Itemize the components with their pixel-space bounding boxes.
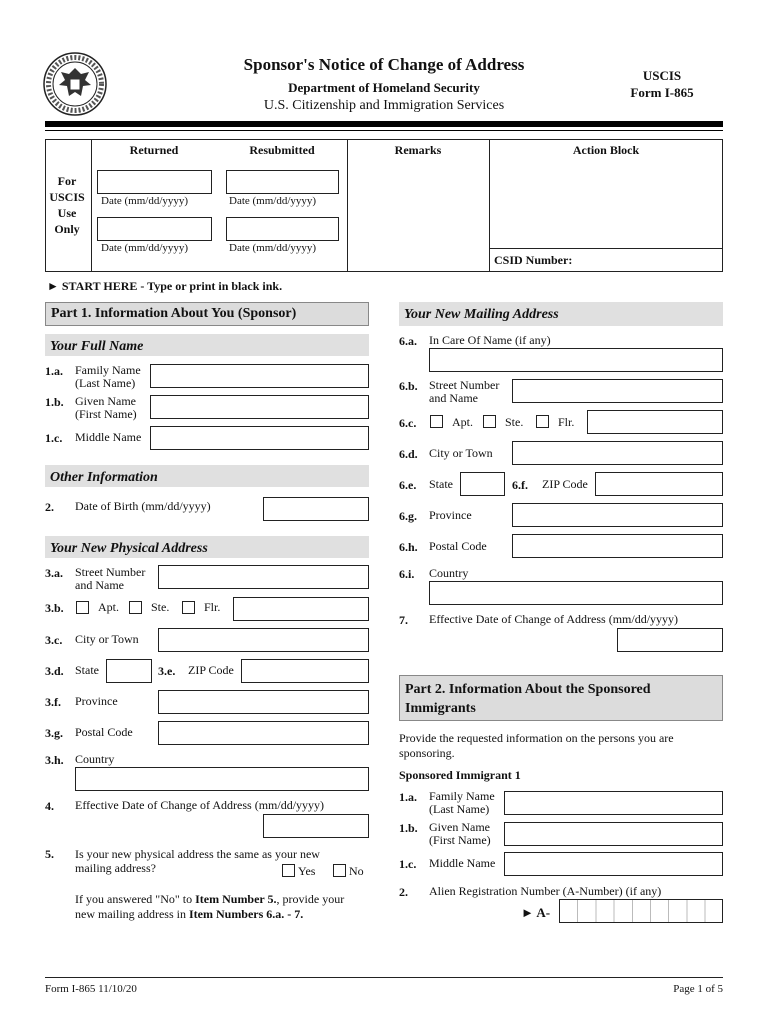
sponsored-immigrant-1-heading: Sponsored Immigrant 1 <box>399 768 521 782</box>
mailing-state-select[interactable] <box>460 472 505 496</box>
p2-q1c-label: Middle Name <box>429 856 496 870</box>
mailing-unit-number-field[interactable] <box>587 410 723 434</box>
mailing-ste-label: Ste. <box>505 415 524 429</box>
resubmitted-heading: Resubmitted <box>249 143 315 157</box>
q3h-number: 3.h. <box>45 753 64 767</box>
q3c-number: 3.c. <box>45 633 63 647</box>
p2-q1a-number: 1.a. <box>399 790 417 804</box>
q6f-number: 6.f. <box>512 478 528 492</box>
physical-effective-date-field[interactable] <box>263 814 369 838</box>
returned-date-2-field[interactable] <box>97 217 212 241</box>
mailing-city-field[interactable] <box>512 441 723 465</box>
resubmitted-date-2-field[interactable] <box>226 217 339 241</box>
immigrant-middle-name-field[interactable] <box>504 852 723 876</box>
p2-q1c-number: 1.c. <box>399 857 417 871</box>
action-block-heading: Action Block <box>572 143 640 157</box>
q6f-label: ZIP Code <box>542 477 588 491</box>
physical-apt-label: Apt. <box>98 600 119 614</box>
start-here-instruction: ► START HERE - Type or print in black ink. <box>47 279 283 293</box>
q5-follow-up-note: If you answered "No" to Item Number 5., provide your new mailing address in Item Numbers 6.a. - 7. <box>75 892 345 921</box>
q3h-label: Country <box>75 752 115 766</box>
q6b-number: 6.b. <box>399 379 418 393</box>
new-physical-address-heading: Your New Physical Address <box>45 536 369 558</box>
q1c-label: Middle Name <box>75 430 142 444</box>
same-address-yes-checkbox[interactable] <box>282 864 295 877</box>
physical-province-field[interactable] <box>158 690 369 714</box>
dhs-seal-icon <box>43 52 107 116</box>
q6i-number: 6.i. <box>399 567 415 581</box>
q1b-label: Given Name (First Name) <box>75 394 137 421</box>
resubmitted-date-2-label: Date (mm/dd/yyyy) <box>229 242 317 254</box>
sponsor-family-name-field[interactable] <box>150 364 369 388</box>
p2-q2-label: Alien Registration Number (A-Number) (if any) <box>429 884 662 898</box>
mailing-country-field[interactable] <box>429 581 723 605</box>
part2-intro: Provide the requested information on the persons you are sponsoring. <box>399 731 674 760</box>
mailing-postal-code-field[interactable] <box>512 534 723 558</box>
q1b-number: 1.b. <box>45 395 64 409</box>
same-address-no-label: No <box>349 864 364 878</box>
q1c-number: 1.c. <box>45 431 63 445</box>
your-full-name-heading: Your Full Name <box>45 334 369 356</box>
q6c-number: 6.c. <box>399 416 417 430</box>
physical-flr-label: Flr. <box>204 600 221 614</box>
mailing-in-care-of-field[interactable] <box>429 348 723 372</box>
p2-q1b-label: Given Name (First Name) <box>429 820 491 847</box>
same-address-no-checkbox[interactable] <box>333 864 346 877</box>
q6g-number: 6.g. <box>399 509 417 523</box>
q2-label: Date of Birth (mm/dd/yyyy) <box>75 499 211 513</box>
mailing-flr-label: Flr. <box>558 415 575 429</box>
physical-apt-checkbox[interactable] <box>76 601 89 614</box>
form-number: Form I-865 <box>630 85 694 100</box>
remarks-heading: Remarks <box>394 143 442 157</box>
p2-q2-number: 2. <box>399 885 408 899</box>
q1a-label: Family Name (Last Name) <box>75 363 141 390</box>
department-name: Department of Homeland Security <box>288 80 480 95</box>
mailing-effective-date-field[interactable] <box>617 628 723 652</box>
returned-date-1-label: Date (mm/dd/yyyy) <box>101 195 189 207</box>
physical-country-field[interactable] <box>75 767 369 791</box>
physical-unit-number-field[interactable] <box>233 597 369 621</box>
a-number-field[interactable] <box>559 899 723 923</box>
uscis-use-only-label: For USCIS Use Only <box>49 174 85 236</box>
part1-heading: Part 1. Information About You (Sponsor) <box>45 302 369 326</box>
resubmitted-date-1-label: Date (mm/dd/yyyy) <box>229 195 317 207</box>
q3a-label: Street Number and Name <box>75 565 146 592</box>
q3a-number: 3.a. <box>45 566 63 580</box>
form-edition: Form I-865 11/10/20 <box>45 983 137 995</box>
immigrant-given-name-field[interactable] <box>504 822 723 846</box>
csid-number-label: CSID Number: <box>494 253 573 267</box>
q6h-label: Postal Code <box>429 539 487 553</box>
same-address-yes-label: Yes <box>298 864 316 878</box>
physical-zip-field[interactable] <box>241 659 369 683</box>
mailing-apt-label: Apt. <box>452 415 473 429</box>
q7-number: 7. <box>399 613 408 627</box>
q6h-number: 6.h. <box>399 540 418 554</box>
q1a-number: 1.a. <box>45 364 63 378</box>
p2-q1b-number: 1.b. <box>399 821 418 835</box>
q5-number: 5. <box>45 847 54 861</box>
header-rule-thin <box>45 130 723 131</box>
q4-label: Effective Date of Change of Address (mm/dd/yyyy) <box>75 798 325 812</box>
q3d-label: State <box>75 663 99 677</box>
q3f-number: 3.f. <box>45 695 61 709</box>
header-rule-thick <box>45 121 723 127</box>
physical-flr-checkbox[interactable] <box>182 601 195 614</box>
mailing-apt-checkbox[interactable] <box>430 415 443 428</box>
resubmitted-date-1-field[interactable] <box>226 170 339 194</box>
q6a-label: In Care Of Name (if any) <box>429 333 551 347</box>
a-number-prefix: ► A- <box>521 905 551 920</box>
q5-label: Is your new physical address the same as your new mailing address? <box>75 847 320 875</box>
returned-date-2-label: Date (mm/dd/yyyy) <box>101 242 189 254</box>
mailing-province-field[interactable] <box>512 503 723 527</box>
q3f-label: Province <box>75 694 118 708</box>
q3b-number: 3.b. <box>45 601 64 615</box>
q3e-number: 3.e. <box>158 664 176 678</box>
q6e-label: State <box>429 477 453 491</box>
q3g-number: 3.g. <box>45 726 63 740</box>
footer-rule <box>45 977 723 978</box>
form-title: Sponsor's Notice of Change of Address <box>243 55 525 74</box>
physical-ste-checkbox[interactable] <box>129 601 142 614</box>
q6g-label: Province <box>429 508 472 522</box>
q2-number: 2. <box>45 500 54 514</box>
physical-street-field[interactable] <box>158 565 369 589</box>
q3c-label: City or Town <box>75 632 139 646</box>
date-of-birth-field[interactable] <box>263 497 369 521</box>
q6b-label: Street Number and Name <box>429 378 500 405</box>
mailing-street-field[interactable] <box>512 379 723 403</box>
q4-number: 4. <box>45 799 54 813</box>
physical-postal-code-field[interactable] <box>158 721 369 745</box>
new-mailing-address-heading: Your New Mailing Address <box>399 302 723 326</box>
immigrant-family-name-field[interactable] <box>504 791 723 815</box>
page-number: Page 1 of 5 <box>673 983 723 995</box>
q3g-label: Postal Code <box>75 725 133 739</box>
mailing-ste-checkbox[interactable] <box>483 415 496 428</box>
agency-name: U.S. Citizenship and Immigration Services <box>263 98 505 113</box>
q3d-number: 3.d. <box>45 664 64 678</box>
q6d-label: City or Town <box>429 446 493 460</box>
part2-heading: Part 2. Information About the Sponsored Immigrants <box>399 675 723 721</box>
sponsor-middle-name-field[interactable] <box>150 426 369 450</box>
q6a-number: 6.a. <box>399 334 417 348</box>
q6d-number: 6.d. <box>399 447 418 461</box>
q3e-label: ZIP Code <box>188 663 234 677</box>
physical-city-field[interactable] <box>158 628 369 652</box>
physical-state-select[interactable] <box>106 659 152 683</box>
other-information-heading: Other Information <box>45 465 369 487</box>
uscis-label: USCIS <box>642 68 682 83</box>
p2-q1a-label: Family Name (Last Name) <box>429 789 495 816</box>
physical-ste-label: Ste. <box>151 600 170 614</box>
returned-heading: Returned <box>129 143 179 157</box>
mailing-flr-checkbox[interactable] <box>536 415 549 428</box>
sponsor-given-name-field[interactable] <box>150 395 369 419</box>
mailing-zip-field[interactable] <box>595 472 723 496</box>
q6e-number: 6.e. <box>399 478 417 492</box>
q7-label: Effective Date of Change of Address (mm/dd/yyyy) <box>429 612 679 626</box>
q6i-label: Country <box>429 566 469 580</box>
returned-date-1-field[interactable] <box>97 170 212 194</box>
